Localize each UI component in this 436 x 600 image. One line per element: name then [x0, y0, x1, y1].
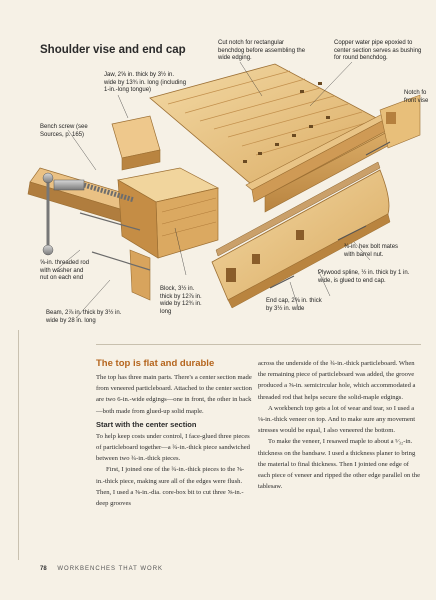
callout-plywood-spline: Plywood spline, ½ in. thick by 1 in. wide, is glued to end cap.: [318, 270, 410, 284]
callout-hex-bolt: ⅜-in. hex bolt mates with barrel nut.: [344, 244, 399, 258]
paragraph-grooves: First, I joined one of the ¾-in.-thick pieces to the ⅝-in.-thick piece, making sure all of the edges were flush. Then, I used a ⅝-in.-dia. core-box bit to cut three ⅝-in.-deep grooves: [96, 466, 245, 508]
callout-threaded-rod: ⅝-in. threaded rod with washer and nut on each end: [40, 260, 90, 281]
callout-jaw: Jaw, 2⅝ in. thick by 3½ in. wide by 13¾ in. long (including 1-in.-long tongue): [104, 72, 187, 93]
section-divider: [96, 344, 421, 345]
article-column-right: [258, 358, 422, 492]
section-heading: The top is flat and durable: [96, 358, 215, 369]
vise-jaw: [112, 116, 160, 170]
callout-block: Block, 3½ in. thick by 12⅞ in. wide by 12¾ in. long: [160, 286, 202, 315]
page-number: 78: [40, 566, 47, 572]
callout-end-cap: End cap, 2⅝ in. thick by 3½ in. wide: [266, 298, 322, 312]
callout-notch: Cut notch for rectangular benchdog before assembling the wide edging.: [218, 40, 306, 61]
paragraph-intro: The top has three main parts. There's a center section made from veneered particleboard. Attached to the center section are two 6-in.-wide edgings—one in front, the other in back—both made from glued-up solid maple.: [96, 374, 252, 415]
callout-beam: Beam, 2⅞ in. thick by 3½ in. wide by 28 in. long: [46, 310, 122, 324]
callout-front-vise-notch: Notch fo front vise: [404, 90, 429, 104]
paragraph-threaded-rod: across the underside of the ¾-in.-thick particleboard. When the remaining piece of particleboard was added, the groove produced a ⅝-in. semicircular hole, which accommodated a threaded rod that helps secure the solid-maple edgings.: [258, 360, 416, 401]
subsection-heading: Start with the center section: [96, 419, 197, 429]
margin-rule: [18, 330, 19, 560]
page-footer: [40, 566, 163, 572]
paragraph-particleboard: To help keep costs under control, I face-glued three pieces of particleboard together—a ¾-in.-thick piece sandwiched between two ¾-in.-thick pieces.: [96, 432, 250, 463]
running-title: WORKBENCHES THAT WORK: [57, 566, 164, 572]
paragraph-veneer: A workbench top gets a lot of wear and tear, so I used a ⅛-in.-thick veneer on top. And to make sure any movement stresses would be equal, I also veneered the bottom.: [258, 404, 416, 435]
article-column-left: [96, 358, 252, 509]
figure-title: Shoulder vise and end cap: [40, 44, 186, 56]
paragraph-resaw: To make the veneer, I resawed maple to about a ⁵⁄₃₂-in. thickness on the bandsaw. I used a thickness planer to bring the material to final thickness. Then I jointed one edge of each piece of veneer and ripped the other edge parallel on the tablesaw.: [258, 438, 421, 491]
callout-bench-screw: Bench screw (see Sources, p. 165): [40, 124, 88, 138]
callout-copper-pipe: Copper water pipe epoxied to center section serves as bushing for round benchdog.: [334, 40, 422, 61]
vise-block: [118, 168, 218, 258]
